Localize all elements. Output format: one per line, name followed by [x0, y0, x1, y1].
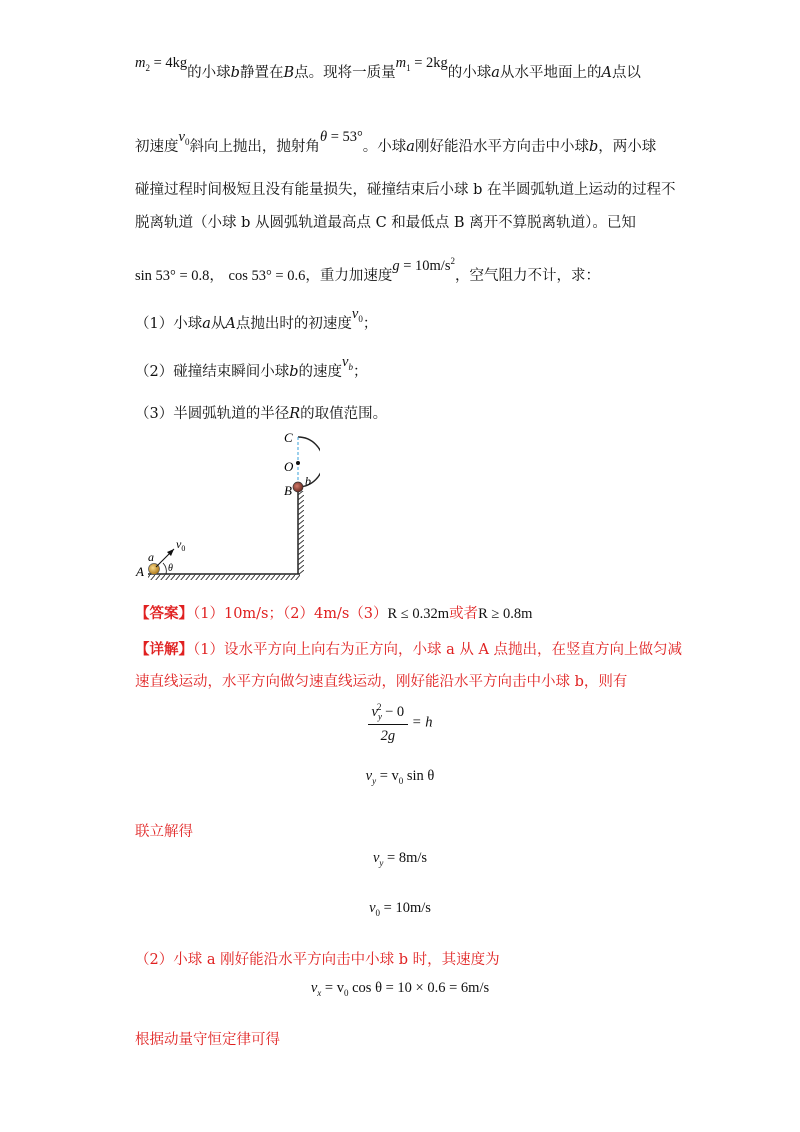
cos-expression: cos 53° = 0.6 [228, 267, 306, 284]
question-1: （1）小球a从A点抛出时的初速度$v_0$； [135, 306, 378, 332]
solution-line-1: 【详解】（1）设水平方向上向右为正方向，小球 a 从 A 点抛出，在竖直方向上做匀减 [135, 641, 683, 658]
question-2: （2）碰撞结束瞬间小球b的速度$v_b$； [135, 354, 368, 380]
label-theta: θ [168, 563, 173, 574]
sin-expression: sin 53° = 0.8 [135, 267, 210, 284]
v0-symbol: $v_0$ [178, 129, 190, 147]
label-v0: $v_0$ [176, 537, 186, 553]
label-a: a [148, 550, 154, 564]
ball-b [293, 482, 303, 492]
question-3: （3）半圆弧轨道的半径R的取值范围。 [135, 406, 388, 422]
label-b: b [305, 474, 311, 488]
label-O: O [284, 459, 294, 474]
solution-tag: 【详解】 [135, 641, 193, 658]
equation-1: $\frac{v_y^2 - 0}{2g}$ = h [0, 702, 800, 745]
center-point-O [296, 461, 300, 465]
ground-hatch [148, 574, 300, 580]
m1-expression: $m_1 = 2kg$ [395, 55, 448, 73]
g-expression: $g = 10m/s^2$ [392, 256, 455, 274]
theta-arc [163, 563, 166, 574]
answer-line: 【答案】（1）10m/s；（2）4m/s（3）R ≤ 0.32m或者R ≥ 0.8m [135, 605, 533, 622]
equation-4: $v_0 = 10m/s$ [369, 900, 431, 918]
equation-3: $v_y = 8m/s$ [372, 850, 428, 868]
problem-line-4: 脱离轨道（小球 b 从圆弧轨道最高点 C 和最低点 B 离开不算脱离轨道）。已知 [135, 215, 636, 231]
label-A: A [136, 564, 144, 579]
joint-solve: 联立解得 [135, 824, 193, 840]
label-C: C [284, 430, 293, 445]
equation-5: $v_x = v_0$ cos θ = 10 × 0.6 = 6m/s [310, 980, 490, 998]
problem-line-2: 初速度$v_0$斜向上抛出，抛射角θ = 53°。小球a刚好能沿水平方向击中小球b，两小球 [135, 129, 657, 155]
m2-expression: $m_2 = 4kg$ [135, 55, 188, 73]
solution-line-2: 速直线运动，水平方向做匀速直线运动，刚好能沿水平方向击中小球 b，则有 [135, 674, 628, 690]
momentum-line: 根据动量守恒定律可得 [135, 1032, 280, 1048]
solution-line-3: （2）小球 a 刚好能沿水平方向击中小球 b 时，其速度为 [135, 952, 500, 968]
problem-line-1: $m_2 = 4kg$的小球b静置在B点。现将一质量$m_1 = 2kg$的小球a从水平地面上的A点以 [135, 55, 641, 81]
problem-line-5: sin 53° = 0.8， cos 53° = 0.6，重力加速度$g = 10m/s^2$，空气阻力不计，求： [135, 256, 600, 284]
theta-expression: θ = 53° [319, 129, 363, 145]
label-B: B [284, 483, 292, 498]
physics-figure [130, 425, 320, 585]
problem-line-3: 碰撞过程时间极短且没有能量损失，碰撞结束后小球 b 在半圆弧轨道上运动的过程不 [135, 182, 676, 198]
wall-hatch [298, 491, 304, 574]
equation-2: $v_y = v_0$ sin θ [365, 768, 435, 786]
answer-tag: 【答案】 [135, 605, 193, 622]
